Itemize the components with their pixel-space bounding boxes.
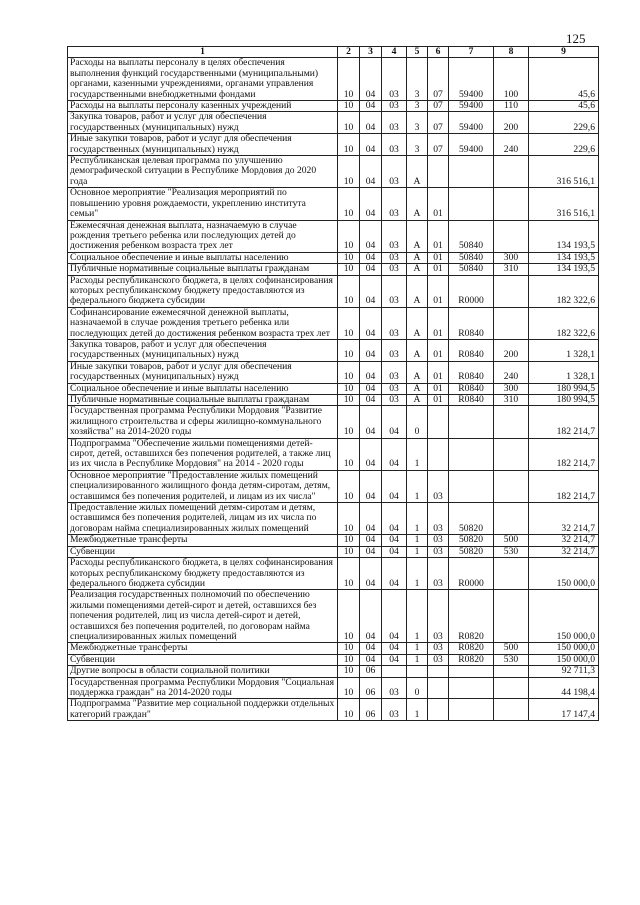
section-code-cell: 10	[338, 558, 360, 590]
program-code-cell: 03	[382, 361, 407, 383]
event-code-cell: 03	[428, 654, 449, 665]
program-code-cell: 03	[382, 677, 407, 699]
subsection-code-cell: 04	[360, 503, 382, 535]
subsection-code-cell: 04	[360, 470, 382, 502]
direction-code-cell: R0820	[449, 643, 494, 654]
expense-type-cell	[494, 503, 529, 535]
row-name-cell: Другие вопросы в области социальной политики	[68, 666, 338, 677]
amount-cell: 182 322,6	[529, 307, 599, 339]
row-name-cell: Государственная программа Республики Мордовия "Развитие жилищного строительства и сферы жилищно-коммунального хозяйства" на 2014-2020 годы	[68, 406, 338, 438]
table-body	[68, 58, 599, 721]
expense-type-cell: 530	[494, 546, 529, 557]
event-code-cell: 03	[428, 558, 449, 590]
event-code-cell: 03	[428, 535, 449, 546]
subprogram-code-cell: 1	[407, 470, 428, 502]
expense-type-cell	[494, 558, 529, 590]
expense-type-cell: 300	[494, 252, 529, 263]
direction-code-cell: 50820	[449, 503, 494, 535]
table-row	[68, 535, 599, 546]
event-code-cell: 01	[428, 188, 449, 220]
table-row	[68, 307, 599, 339]
event-code-cell: 01	[428, 307, 449, 339]
event-code-cell	[428, 677, 449, 699]
direction-code-cell	[449, 188, 494, 220]
direction-code-cell: 50820	[449, 535, 494, 546]
subprogram-code-cell: А	[407, 156, 428, 188]
subsection-code-cell: 04	[360, 134, 382, 156]
subprogram-code-cell: А	[407, 188, 428, 220]
section-code-cell: 10	[338, 643, 360, 654]
expense-type-cell	[494, 470, 529, 502]
subprogram-code-cell: 3	[407, 134, 428, 156]
amount-cell: 17 147,4	[529, 699, 599, 721]
header-col-8: 8	[494, 47, 529, 58]
expense-type-cell: 110	[494, 101, 529, 112]
program-code-cell: 03	[382, 383, 407, 394]
amount-cell: 134 193,5	[529, 220, 599, 252]
table-row	[68, 383, 599, 394]
direction-code-cell	[449, 470, 494, 502]
direction-code-cell	[449, 156, 494, 188]
amount-cell: 32 214,7	[529, 535, 599, 546]
program-code-cell: 04	[382, 643, 407, 654]
table-row	[68, 134, 599, 156]
section-code-cell: 10	[338, 307, 360, 339]
subprogram-code-cell: 1	[407, 590, 428, 643]
section-code-cell: 10	[338, 383, 360, 394]
amount-cell: 150 000,0	[529, 654, 599, 665]
section-code-cell: 10	[338, 252, 360, 263]
table-row	[68, 395, 599, 406]
row-name-cell: Подпрограмма "Обеспечение жильми помещениями детей-сирот, детей, оставшихся без попечения родителей, а также лиц из их числа в Республике Мордовия" на 2014 - 2020 годы	[68, 438, 338, 470]
subprogram-code-cell: 1	[407, 643, 428, 654]
expense-type-cell: 530	[494, 654, 529, 665]
expense-type-cell	[494, 307, 529, 339]
event-code-cell: 01	[428, 275, 449, 307]
program-code-cell: 04	[382, 558, 407, 590]
section-code-cell: 10	[338, 101, 360, 112]
direction-code-cell: 50840	[449, 264, 494, 275]
subsection-code-cell: 04	[360, 252, 382, 263]
subprogram-code-cell: А	[407, 339, 428, 361]
row-name-cell: Расходы республиканского бюджета, в целях софинансирования которых республиканскому бюджету предоставляются из федерального бюджета субсидии	[68, 558, 338, 590]
direction-code-cell: 50840	[449, 252, 494, 263]
subsection-code-cell: 04	[360, 590, 382, 643]
event-code-cell	[428, 406, 449, 438]
amount-cell: 45,6	[529, 101, 599, 112]
expense-type-cell: 240	[494, 361, 529, 383]
section-code-cell: 10	[338, 361, 360, 383]
page-number: 125	[566, 31, 586, 46]
subprogram-code-cell: 1	[407, 535, 428, 546]
section-code-cell: 10	[338, 546, 360, 557]
section-code-cell: 10	[338, 535, 360, 546]
amount-cell: 134 193,5	[529, 252, 599, 263]
event-code-cell: 01	[428, 220, 449, 252]
header-col-4: 4	[382, 47, 407, 58]
direction-code-cell: 59400	[449, 134, 494, 156]
subprogram-code-cell: А	[407, 220, 428, 252]
expense-type-cell: 200	[494, 112, 529, 134]
direction-code-cell: R0820	[449, 654, 494, 665]
amount-cell: 182 322,6	[529, 275, 599, 307]
row-name-cell: Предоставление жилых помещений детям-сиротам и детям, оставшимся без попечения родителей, лицам из их числа по договорам найма специализированных жилых помещений	[68, 503, 338, 535]
section-code-cell: 10	[338, 264, 360, 275]
event-code-cell: 03	[428, 470, 449, 502]
subprogram-code-cell: 1	[407, 546, 428, 557]
subsection-code-cell: 04	[360, 307, 382, 339]
expense-type-cell	[494, 188, 529, 220]
amount-cell: 44 198,4	[529, 677, 599, 699]
direction-code-cell	[449, 438, 494, 470]
row-name-cell: Подпрограмма "Развитие мер социальной поддержки отдельных категорий граждан"	[68, 699, 338, 721]
event-code-cell: 07	[428, 101, 449, 112]
program-code-cell: 03	[382, 220, 407, 252]
table-row	[68, 361, 599, 383]
direction-code-cell	[449, 666, 494, 677]
header-col-3: 3	[360, 47, 382, 58]
amount-cell: 1 328,1	[529, 361, 599, 383]
section-code-cell: 10	[338, 395, 360, 406]
subprogram-code-cell: А	[407, 307, 428, 339]
section-code-cell: 10	[338, 503, 360, 535]
subsection-code-cell: 04	[360, 438, 382, 470]
row-name-cell: Расходы на выплаты персоналу в целях обеспечения выполнения функций государственными (муниципальными) органами, казенными учреждениями, органами управления государственными внебюджетными фондами	[68, 58, 338, 101]
program-code-cell: 04	[382, 470, 407, 502]
amount-cell: 182 214,7	[529, 470, 599, 502]
direction-code-cell: R0840	[449, 383, 494, 394]
row-name-cell: Расходы республиканского бюджета, в целях софинансирования которых республиканскому бюджету предоставляются из федерального бюджета субсидии	[68, 275, 338, 307]
subsection-code-cell: 06	[360, 677, 382, 699]
expense-type-cell: 310	[494, 395, 529, 406]
header-col-9: 9	[529, 47, 599, 58]
program-code-cell: 04	[382, 503, 407, 535]
subsection-code-cell: 04	[360, 112, 382, 134]
section-code-cell: 10	[338, 470, 360, 502]
direction-code-cell: R0000	[449, 558, 494, 590]
subprogram-code-cell	[407, 666, 428, 677]
amount-cell: 182 214,7	[529, 406, 599, 438]
subsection-code-cell: 04	[360, 654, 382, 665]
section-code-cell: 10	[338, 112, 360, 134]
program-code-cell: 03	[382, 101, 407, 112]
direction-code-cell: R0840	[449, 307, 494, 339]
program-code-cell: 03	[382, 395, 407, 406]
event-code-cell	[428, 699, 449, 721]
subsection-code-cell: 04	[360, 188, 382, 220]
event-code-cell: 01	[428, 383, 449, 394]
row-name-cell: Закупка товаров, работ и услуг для обеспечения государственных (муниципальных) нужд	[68, 339, 338, 361]
subsection-code-cell: 04	[360, 383, 382, 394]
row-name-cell: Межбюджетные трансферты	[68, 643, 338, 654]
row-name-cell: Государственная программа Республики Мордовия "Социальная поддержка граждан" на 2014-2020 годы	[68, 677, 338, 699]
subprogram-code-cell: А	[407, 361, 428, 383]
subprogram-code-cell: 1	[407, 503, 428, 535]
row-name-cell: Закупка товаров, работ и услуг для обеспечения государственных (муниципальных) нужд	[68, 112, 338, 134]
program-code-cell: 03	[382, 252, 407, 263]
row-name-cell: Субвенции	[68, 546, 338, 557]
section-code-cell: 10	[338, 590, 360, 643]
expense-type-cell	[494, 156, 529, 188]
program-code-cell: 04	[382, 535, 407, 546]
amount-cell: 150 000,0	[529, 643, 599, 654]
row-name-cell: Субвенции	[68, 654, 338, 665]
program-code-cell: 04	[382, 438, 407, 470]
section-code-cell: 10	[338, 134, 360, 156]
direction-code-cell: 59400	[449, 101, 494, 112]
section-code-cell: 10	[338, 156, 360, 188]
header-col-6: 6	[428, 47, 449, 58]
subsection-code-cell: 04	[360, 156, 382, 188]
event-code-cell: 01	[428, 252, 449, 263]
event-code-cell: 03	[428, 643, 449, 654]
program-code-cell: 04	[382, 654, 407, 665]
event-code-cell: 07	[428, 112, 449, 134]
direction-code-cell	[449, 677, 494, 699]
subsection-code-cell: 04	[360, 101, 382, 112]
section-code-cell: 10	[338, 654, 360, 665]
program-code-cell: 03	[382, 699, 407, 721]
amount-cell: 150 000,0	[529, 590, 599, 643]
table-row	[68, 264, 599, 275]
amount-cell: 229,6	[529, 112, 599, 134]
section-code-cell: 10	[338, 438, 360, 470]
program-code-cell: 03	[382, 188, 407, 220]
event-code-cell: 01	[428, 264, 449, 275]
event-code-cell	[428, 666, 449, 677]
expense-type-cell: 200	[494, 339, 529, 361]
subprogram-code-cell: 1	[407, 699, 428, 721]
expense-type-cell	[494, 275, 529, 307]
amount-cell: 92 711,3	[529, 666, 599, 677]
program-code-cell: 03	[382, 134, 407, 156]
amount-cell: 182 214,7	[529, 438, 599, 470]
amount-cell: 316 516,1	[529, 156, 599, 188]
program-code-cell: 03	[382, 339, 407, 361]
subprogram-code-cell: А	[407, 252, 428, 263]
section-code-cell: 10	[338, 677, 360, 699]
row-name-cell: Основное мероприятие "Предоставление жилых помещений специализированного жилищного фонда детям-сиротам, детям, оставшимся без попечения родителей, и лицам из их числа"	[68, 470, 338, 502]
expense-type-cell	[494, 666, 529, 677]
row-name-cell: Иные закупки товаров, работ и услуг для обеспечения государственных (муниципальных) нужд	[68, 134, 338, 156]
event-code-cell: 01	[428, 361, 449, 383]
event-code-cell: 03	[428, 590, 449, 643]
direction-code-cell: 59400	[449, 112, 494, 134]
header-row	[68, 47, 599, 58]
amount-cell: 180 994,5	[529, 395, 599, 406]
subprogram-code-cell: 3	[407, 112, 428, 134]
expense-type-cell	[494, 590, 529, 643]
table-row	[68, 188, 599, 220]
amount-cell: 32 214,7	[529, 546, 599, 557]
section-code-cell: 10	[338, 275, 360, 307]
subprogram-code-cell: А	[407, 275, 428, 307]
expense-type-cell	[494, 699, 529, 721]
table-row	[68, 503, 599, 535]
direction-code-cell: R0840	[449, 361, 494, 383]
direction-code-cell: R0000	[449, 275, 494, 307]
expense-type-cell: 300	[494, 383, 529, 394]
subprogram-code-cell: А	[407, 395, 428, 406]
program-code-cell	[382, 666, 407, 677]
row-name-cell: Софинансирование ежемесячной денежной выплаты, назначаемой в случае рождения третьего ребенка или последующих детей до достижения ребенком возраста трех лет	[68, 307, 338, 339]
program-code-cell: 03	[382, 307, 407, 339]
row-name-cell: Социальное обеспечение и иные выплаты населению	[68, 252, 338, 263]
section-code-cell: 10	[338, 339, 360, 361]
subsection-code-cell: 04	[360, 643, 382, 654]
table-row	[68, 101, 599, 112]
row-name-cell: Межбюджетные трансферты	[68, 535, 338, 546]
header-col-1: 1	[68, 47, 338, 58]
program-code-cell: 03	[382, 112, 407, 134]
subsection-code-cell: 04	[360, 58, 382, 101]
row-name-cell: Публичные нормативные социальные выплаты гражданам	[68, 264, 338, 275]
subprogram-code-cell: 1	[407, 558, 428, 590]
row-name-cell: Республиканская целевая программа по улучшению демографической ситуации в Республике Мордовия до 2020 года	[68, 156, 338, 188]
expense-type-cell	[494, 406, 529, 438]
subsection-code-cell: 06	[360, 666, 382, 677]
section-code-cell: 10	[338, 188, 360, 220]
table-row	[68, 275, 599, 307]
table-row	[68, 643, 599, 654]
subprogram-code-cell: А	[407, 264, 428, 275]
subsection-code-cell: 04	[360, 264, 382, 275]
section-code-cell: 10	[338, 58, 360, 101]
program-code-cell: 04	[382, 406, 407, 438]
program-code-cell: 03	[382, 264, 407, 275]
row-name-cell: Основное мероприятие "Реализация мероприятий по повышению уровня рождаемости, укреплению института семьи"	[68, 188, 338, 220]
event-code-cell: 07	[428, 58, 449, 101]
event-code-cell: 03	[428, 503, 449, 535]
subprogram-code-cell: 1	[407, 654, 428, 665]
table-row	[68, 699, 599, 721]
table-row	[68, 654, 599, 665]
row-name-cell: Реализация государственных полномочий по обеспечению жилыми помещениями детей-сирот и детей, оставшихся без попечения родителей, лиц из числа детей-сирот и детей, оставшихся без попечения родителей, по договорам найма специализированных жилых помещений	[68, 590, 338, 643]
subsection-code-cell: 04	[360, 546, 382, 557]
subprogram-code-cell: 0	[407, 406, 428, 438]
event-code-cell	[428, 156, 449, 188]
header-col-7: 7	[449, 47, 494, 58]
subsection-code-cell: 04	[360, 361, 382, 383]
subsection-code-cell: 04	[360, 406, 382, 438]
subprogram-code-cell: А	[407, 383, 428, 394]
subprogram-code-cell: 3	[407, 101, 428, 112]
subsection-code-cell: 04	[360, 535, 382, 546]
subprogram-code-cell: 0	[407, 677, 428, 699]
row-name-cell: Расходы на выплаты персоналу казенных учреждений	[68, 101, 338, 112]
amount-cell: 1 328,1	[529, 339, 599, 361]
event-code-cell: 01	[428, 339, 449, 361]
table-row	[68, 252, 599, 263]
row-name-cell: Иные закупки товаров, работ и услуг для обеспечения государственных (муниципальных) нужд	[68, 361, 338, 383]
row-name-cell: Публичные нормативные социальные выплаты гражданам	[68, 395, 338, 406]
table-row	[68, 220, 599, 252]
subprogram-code-cell: 3	[407, 58, 428, 101]
expense-type-cell: 500	[494, 643, 529, 654]
expense-type-cell	[494, 220, 529, 252]
section-code-cell: 10	[338, 699, 360, 721]
table-row	[68, 58, 599, 101]
program-code-cell: 04	[382, 546, 407, 557]
amount-cell: 180 994,5	[529, 383, 599, 394]
budget-table	[67, 46, 599, 721]
event-code-cell	[428, 438, 449, 470]
direction-code-cell: R0820	[449, 590, 494, 643]
table-row	[68, 558, 599, 590]
table-row	[68, 406, 599, 438]
subsection-code-cell: 04	[360, 220, 382, 252]
direction-code-cell: R0840	[449, 339, 494, 361]
amount-cell: 229,6	[529, 134, 599, 156]
table-row	[68, 470, 599, 502]
table-row	[68, 677, 599, 699]
table-row	[68, 666, 599, 677]
direction-code-cell: R0840	[449, 395, 494, 406]
direction-code-cell	[449, 699, 494, 721]
event-code-cell: 07	[428, 134, 449, 156]
direction-code-cell: 50820	[449, 546, 494, 557]
table-row	[68, 590, 599, 643]
table-row	[68, 339, 599, 361]
subsection-code-cell: 06	[360, 699, 382, 721]
expense-type-cell: 240	[494, 134, 529, 156]
expense-type-cell: 310	[494, 264, 529, 275]
section-code-cell: 10	[338, 406, 360, 438]
amount-cell: 32 214,7	[529, 503, 599, 535]
direction-code-cell	[449, 406, 494, 438]
direction-code-cell: 59400	[449, 58, 494, 101]
header-col-5: 5	[407, 47, 428, 58]
header-col-2: 2	[338, 47, 360, 58]
expense-type-cell: 100	[494, 58, 529, 101]
amount-cell: 150 000,0	[529, 558, 599, 590]
program-code-cell: 03	[382, 275, 407, 307]
table-row	[68, 438, 599, 470]
subprogram-code-cell: 1	[407, 438, 428, 470]
program-code-cell: 03	[382, 58, 407, 101]
subsection-code-cell: 04	[360, 275, 382, 307]
row-name-cell: Социальное обеспечение и иные выплаты населению	[68, 383, 338, 394]
program-code-cell: 03	[382, 156, 407, 188]
expense-type-cell	[494, 438, 529, 470]
subsection-code-cell: 04	[360, 558, 382, 590]
table-row	[68, 156, 599, 188]
subsection-code-cell: 04	[360, 395, 382, 406]
program-code-cell: 04	[382, 590, 407, 643]
expense-type-cell: 500	[494, 535, 529, 546]
row-name-cell: Ежемесячная денежная выплата, назначаемую в случае рождения третьего ребенка или последующих детей до достижения ребенком возраста трех лет	[68, 220, 338, 252]
amount-cell: 45,6	[529, 58, 599, 101]
amount-cell: 316 516,1	[529, 188, 599, 220]
table-row	[68, 112, 599, 134]
section-code-cell: 10	[338, 220, 360, 252]
subsection-code-cell: 04	[360, 339, 382, 361]
direction-code-cell: 50840	[449, 220, 494, 252]
amount-cell: 134 193,5	[529, 264, 599, 275]
expense-type-cell	[494, 677, 529, 699]
event-code-cell: 01	[428, 395, 449, 406]
event-code-cell: 03	[428, 546, 449, 557]
table-row	[68, 546, 599, 557]
section-code-cell: 10	[338, 666, 360, 677]
